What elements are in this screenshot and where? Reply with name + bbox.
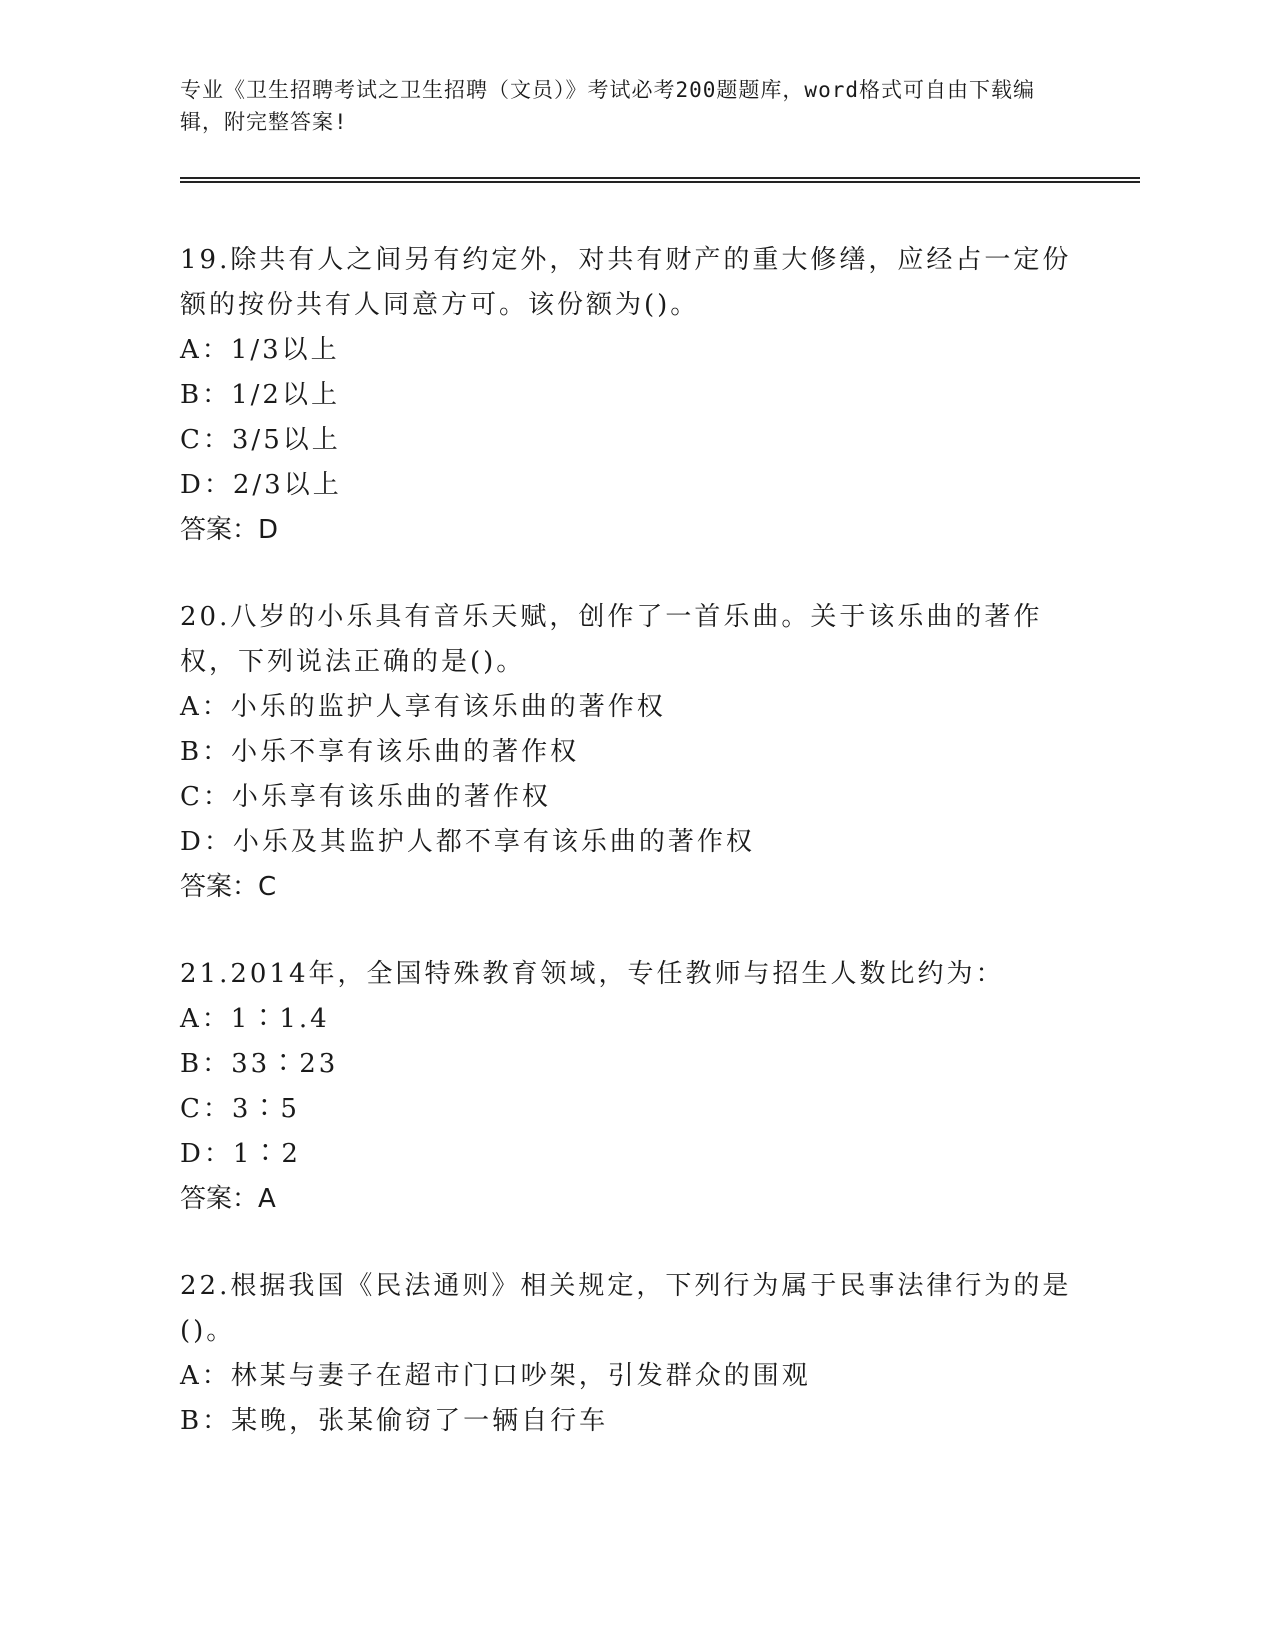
option-c: C：小乐享有该乐曲的著作权 — [180, 782, 551, 812]
question-text: 21.2014年，全国特殊教育领域，专任教师与招生人数比约为： — [180, 959, 1005, 989]
option-b: B：1/2以上 — [180, 380, 340, 410]
header-divider — [180, 177, 1140, 183]
option-d: D：2/3以上 — [180, 470, 342, 500]
document-header — [180, 74, 1060, 138]
question-20 — [180, 595, 1080, 910]
question-19 — [180, 238, 1080, 553]
option-b: B：33∶23 — [180, 1049, 339, 1079]
option-d: D：1∶2 — [180, 1139, 301, 1169]
answer-line: 答案：D — [180, 515, 279, 545]
option-d: D：小乐及其监护人都不享有该乐曲的著作权 — [180, 827, 755, 857]
question-text: 22.根据我国《民法通则》相关规定，下列行为属于民事法律行为的是()。 — [180, 1271, 1072, 1346]
answer-line: 答案：A — [180, 1184, 276, 1214]
option-c: C：3∶5 — [180, 1094, 300, 1124]
option-a: A：林某与妻子在超市门口吵架，引发群众的围观 — [180, 1361, 811, 1391]
option-b: B：某晚，张某偷窃了一辆自行车 — [180, 1406, 609, 1436]
question-text: 20.八岁的小乐具有音乐天赋，创作了一首乐曲。关于该乐曲的著作权，下列说法正确的是()。 — [180, 602, 1043, 677]
option-a: A：1/3以上 — [180, 335, 340, 365]
question-22 — [180, 1264, 1080, 1444]
header-title: 专业《卫生招聘考试之卫生招聘（文员）》考试必考200题题库，word格式可自由下载编辑，附完整答案! — [180, 78, 1035, 134]
question-21 — [180, 952, 1080, 1222]
option-a: A：小乐的监护人享有该乐曲的著作权 — [180, 692, 666, 722]
question-text: 19.除共有人之间另有约定外，对共有财产的重大修缮，应经占一定份额的按份共有人同意方可。该份额为()。 — [180, 245, 1072, 320]
option-b: B：小乐不享有该乐曲的著作权 — [180, 737, 580, 767]
option-a: A：1∶1.4 — [180, 1004, 330, 1034]
question-list — [180, 238, 1080, 1486]
option-c: C：3/5以上 — [180, 425, 341, 455]
answer-line: 答案：C — [180, 872, 277, 902]
